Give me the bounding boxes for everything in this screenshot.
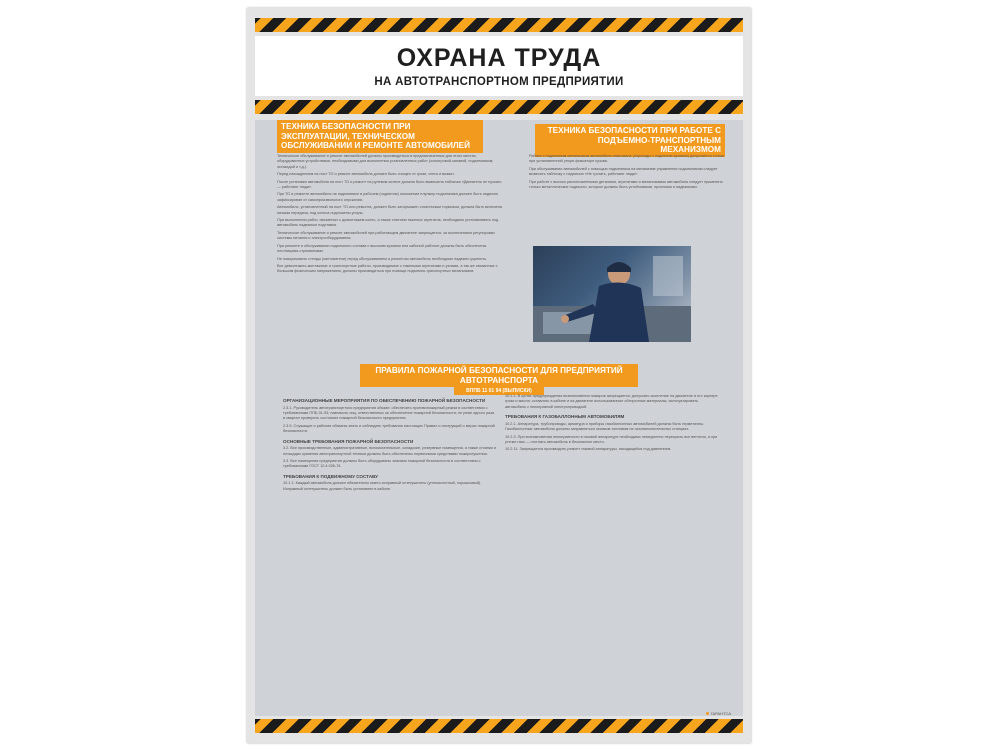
left-section-text <box>277 154 503 277</box>
fire-section-header <box>255 364 743 395</box>
hazard-stripe-middle <box>255 100 743 114</box>
left-paragraph: После установки автомобиля на пост ТО и ремонт на рулевом колесе должна быть вывешена табличка «Двигатель не пускать — работают люди». <box>277 179 502 190</box>
fire-left-paragraph: 10.1.1. Каждый автомобиль должен обязательно иметь исправный огнетушитель (углекислотный, порошковый). Исправный огнетушитель должен быть установлен в кабине. <box>283 481 482 491</box>
right-section-title: ТЕХНИКА БЕЗОПАСНОСТИ ПРИ РАБОТЕ С ПОДЪЕМНО-ТРАНСПОРТНЫМ МЕХАНИЗМОМ <box>535 124 725 157</box>
fire-left-column <box>283 394 497 494</box>
poster-header <box>255 36 743 96</box>
mechanic-photo-icon <box>533 246 691 342</box>
fire-right-paragraph: 10.1.1. В целях предупреждения возникновения пожаров запрещается: допускать скопление на двигателе и его картере грязи и масла; оставлять в кабине и на двигателе использованные обтирочные материалы; эксплуатировать автомобиль с неисправной электропроводкой. <box>505 394 718 409</box>
fire-right-paragraph: 10.2.3. При возникновении неисправности в газовой аппаратуре необходимо немедленно перекрыть все вентили, а при утечке газа — отогнать автомобиль в безопасное место. <box>505 434 718 445</box>
left-paragraph: Все демонтажно-монтажные и транспортные работы, производимые с тяжелыми агрегатами и узлами, а так же связанные с большим физическим напряжением, должны производиться при помощи подъемно-транспортных механизмов. <box>277 263 498 274</box>
right-paragraph: Работа с подъемным механизмом автомобиля самосвала (опрокиды с поднятым кузовом) допускается только при установленной упоре-фиксаторе кузова. <box>529 154 725 164</box>
fire-section-title: ПРАВИЛА ПОЖАРНОЙ БЕЗОПАСНОСТИ ДЛЯ ПРЕДПРИЯТИЙ АВТОТРАНСПОРТА <box>360 364 638 387</box>
left-paragraph: Перед нахождением на пост ТО и ремонт автомобиль должен быть очищен от грязи, снега и вымыт. <box>277 172 455 177</box>
brand-logo <box>706 711 731 716</box>
hazard-stripe-bottom <box>255 719 743 733</box>
left-paragraph: Техническое обслуживание и ремонт автомобилей должны производиться в предназначенных для этого местах, оборудованных устройствами, необходимыми для выполнения установленных работ (осмотровой канавой, подъемником, эстакадой и т.д.). <box>277 154 494 169</box>
fire-right-paragraph: 10.2.1. Аппаратура, трубопроводы, арматура и приборы газобаллонных автомобилей должны быть герметичны. Газобаллонные автомобили должны заправляться газовым топливом на газонаполнительных станциях. <box>505 421 704 432</box>
fire-left-heading: ТРЕБОВАНИЯ К ПОДВИЖНОМУ СОСТАВУ <box>283 473 379 479</box>
right-paragraph: При работе с высоко расположенными деталями, агрегатами и механизмами автомобиля следует применять только металлические подмости, которые должны быть устойчивыми, прочными и надежными. <box>529 179 723 190</box>
left-paragraph: При ремонте и обслуживании подъемного состава с высоким кузовом или кабиной рабочие должны быть обеспечены лестницами-стремянками. <box>277 243 487 254</box>
left-paragraph: Не поворачивать стенды (кантователи) перед обслуживанием и ремонтом автомобиль необходимо надежно укрепить. <box>277 256 488 261</box>
poster-title: ОХРАНА ТРУДА <box>396 44 602 72</box>
brand-dot-icon <box>706 712 709 715</box>
left-paragraph: При ТО и ремонте автомобиля на подъемнике в рабочем (поднятом) положении плунжер подъемника должен быть надежно зафиксирован от самопроизвольного опускания. <box>277 192 498 202</box>
left-paragraph: Автомобиль, установленный на пост ТО или ремонта, должен быть заторможен стояночным тормозом, должна быть включена низшая передача, под колеса подложены упоры. <box>277 205 503 215</box>
fire-left-paragraph: 3.2. Все производственные, административные, вспомогательные, складские, резервные помещения, а также стоянки и площадки хранения автотранспортной техники должны быть обеспечены первичными средствами пожаротушения. <box>283 446 496 456</box>
fire-left-heading: ОСНОВНЫЕ ТРЕБОВАНИЯ ПОЖАРНОЙ БЕЗОПАСНОСТИ <box>283 438 414 444</box>
fire-left-paragraph: 2.3.5. Служащие и рабочие обязаны знать и соблюдать требования настоящих Правил и инструкций о мерах пожарной безопасности. <box>283 423 495 434</box>
left-section <box>269 120 513 376</box>
safety-poster <box>247 8 751 743</box>
brand-text: ГАРАНТСА <box>710 711 731 716</box>
fire-right-column <box>505 394 719 455</box>
left-section-title: ТЕХНИКА БЕЗОПАСНОСТИ ПРИ ЭКСПЛУАТАЦИИ, ТЕХНИЧЕСКОМ ОБСЛУЖИВАНИИ И РЕМОНТЕ АВТОМОБИЛЕЙ <box>277 120 483 153</box>
fire-right-heading: ТРЕБОВАНИЯ К ГАЗОБАЛЛОННЫМ АВТОМОБИЛЯМ <box>505 414 625 420</box>
right-paragraph: При обслуживании автомобилей с помощью подъемника на механизме управления подъемником следует вывесить табличку с надписью «Не трогать, работают люди». <box>529 166 718 177</box>
fire-section-subtitle: ВППБ 11 01 94 (ВЫПИСКИ) <box>454 387 544 395</box>
left-paragraph: При выполнении работ, связанных с демонтажем колес, а также снятием тяжелых агрегатов, необходимо устанавливать под автомобиль надежные подставки. <box>277 218 499 228</box>
fire-left-heading: ОРГАНИЗАЦИОННЫЕ МЕРОПРИЯТИЯ ПО ОБЕСПЕЧЕНИЮ ПОЖАРНОЙ БЕЗОПАСНОСТИ <box>283 398 486 403</box>
fire-left-paragraph: 2.3.1. Руководитель автотранспортного предприятия обязан: обеспечить противопожарный режим в соответствии с требованиями ППБ-01-93; назначить лиц, ответственных за обеспечение пожарной безопасности; не реже одного раза в квартал проверять состояние пожарной безопасности предприятия. <box>283 405 495 421</box>
fire-right-paragraph: 10.2.11. Запрещается производить ремонт газовой аппаратуры, находящейся под давлением. <box>505 447 672 452</box>
mechanic-photo <box>533 246 691 342</box>
fire-left-paragraph: 3.3. Все помещения предприятия должны быть оборудованы знаками пожарной безопасности в соответствии с требованиями ГОСТ 12.4.026-76. <box>283 459 481 469</box>
poster-subtitle: НА АВТОТРАНСПОРТНОМ ПРЕДПРИЯТИИ <box>374 76 624 88</box>
right-section-text <box>529 154 729 192</box>
hazard-stripe-top <box>255 18 743 32</box>
left-paragraph: Техническое обслуживание и ремонт автомобилей при работающем двигателе запрещается, за исключением регулировки системы питания и электрооборудования. <box>277 230 495 241</box>
